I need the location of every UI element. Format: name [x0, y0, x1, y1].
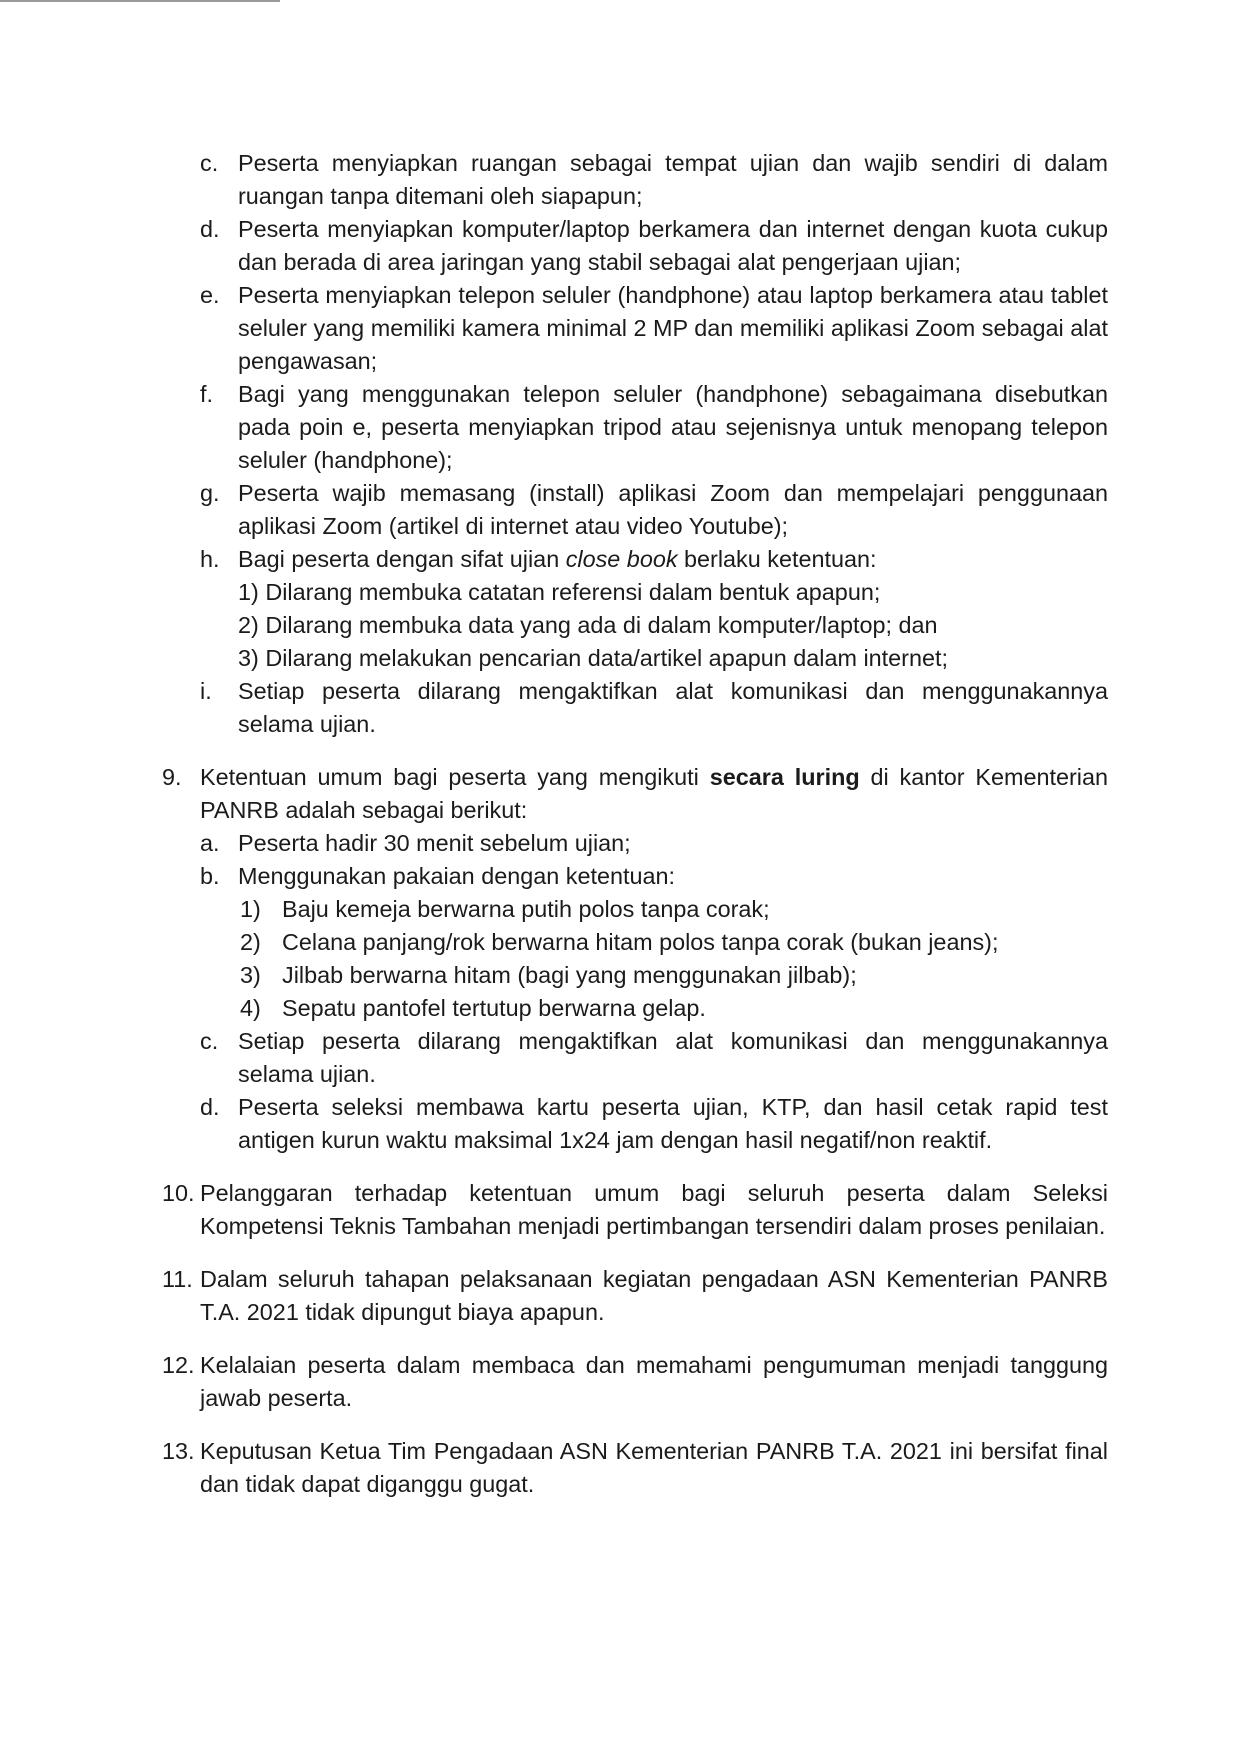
item-text: Dalam seluruh tahapan pelaksanaan kegiatan pengadaan ASN Kementerian PANRB T.A. 2021 tidak dipungut biaya apapun. [200, 1266, 1108, 1325]
list-item-9d [200, 1091, 1108, 1157]
sub-marker: 2) [240, 929, 261, 955]
list-item-g [200, 477, 1108, 543]
list-marker: h. [200, 546, 220, 572]
list-item-i [200, 675, 1108, 741]
list-item-h [200, 543, 1108, 576]
list-item-d [200, 213, 1108, 279]
list-item-9b [200, 860, 1108, 893]
list-text: Peserta menyiapkan komputer/laptop berkamera dan internet dengan kuota cukup dan berada di area jaringan yang stabil sebagai alat pengerjaan ujian; [238, 216, 1108, 275]
sub-text: Celana panjang/rok berwarna hitam polos tanpa corak (bukan jeans); [282, 929, 999, 955]
sub-item-9b-2 [240, 926, 1108, 959]
list-text: Peserta menyiapkan telepon seluler (handphone) atau laptop berkamera atau tablet seluler yang memiliki kamera minimal 2 MP dan memiliki aplikasi Zoom sebagai alat pengawasan; [238, 282, 1108, 374]
list-text: Peserta menyiapkan ruangan sebagai tempat ujian dan wajib sendiri di dalam ruangan tanpa ditemani oleh siapapun; [238, 150, 1108, 209]
item-text: Ketentuan umum bagi peserta yang mengikuti [200, 764, 710, 790]
list-marker: i. [200, 678, 212, 704]
list-text: Setiap peserta dilarang mengaktifkan alat komunikasi dan menggunakannya selama ujian. [238, 678, 1108, 737]
sub-marker: 2) [238, 612, 259, 638]
sub-marker: 3) [238, 645, 259, 671]
sub-text: Dilarang membuka catatan referensi dalam bentuk apapun; [265, 579, 881, 605]
list-text: Peserta seleksi membawa kartu peserta ujian, KTP, dan hasil cetak rapid test antigen kurun waktu maksimal 1x24 jam dengan hasil negatif/non reaktif. [238, 1094, 1108, 1153]
sub-item-9b-1 [240, 893, 1108, 926]
italic-term: close book [565, 546, 678, 572]
sub-item-h-1 [238, 576, 1108, 609]
list-item-9a [200, 827, 1108, 860]
numbered-item-10 [162, 1177, 1108, 1243]
list-marker: a. [200, 830, 220, 856]
bold-term: secara luring [709, 764, 860, 790]
item-text: Kelalaian peserta dalam membaca dan memahami pengumuman menjadi tanggung jawab peserta. [200, 1352, 1108, 1411]
numbered-item-12 [162, 1349, 1108, 1415]
list-text: Setiap peserta dilarang mengaktifkan alat komunikasi dan menggunakannya selama ujian. [238, 1028, 1108, 1087]
sub-text: Dilarang melakukan pencarian data/artikel apapun dalam internet; [265, 645, 948, 671]
list-marker: c. [200, 150, 219, 176]
list-marker: d. [200, 216, 220, 242]
list-text: Menggunakan pakaian dengan ketentuan: [238, 863, 675, 889]
list-item-c [200, 147, 1108, 213]
item-text-after: di kantor Kementerian PANRB adalah sebagai berikut: [200, 764, 1109, 823]
list-text: Peserta hadir 30 menit sebelum ujian; [238, 830, 631, 856]
item-text: Pelanggaran terhadap ketentuan umum bagi seluruh peserta dalam Seleksi Kompetensi Teknis Tambahan menjadi pertimbangan tersendiri dalam proses penilaian. [200, 1180, 1108, 1239]
list-marker: e. [200, 282, 220, 308]
sub-item-9b-3 [240, 959, 1108, 992]
list-item-f [200, 378, 1108, 477]
list-text: Peserta wajib memasang (install) aplikasi Zoom dan mempelajari penggunaan aplikasi Zoom (artikel di internet atau video Youtube); [238, 480, 1108, 539]
number-marker: 11. [162, 1266, 193, 1292]
list-marker: d. [200, 1094, 220, 1120]
sub-marker: 3) [240, 962, 261, 988]
number-marker: 10. [162, 1180, 195, 1206]
sub-item-9b-4 [240, 992, 1108, 1025]
number-marker: 9. [162, 764, 182, 790]
list-text-after: berlaku ketentuan: [677, 546, 877, 572]
number-marker: 13. [162, 1438, 195, 1464]
sub-marker: 1) [238, 579, 259, 605]
sub-text: Baju kemeja berwarna putih polos tanpa corak; [282, 896, 770, 922]
numbered-item-9 [162, 761, 1109, 827]
list-text: Bagi yang menggunakan telepon seluler (handphone) sebagaimana disebutkan pada poin e, peserta menyiapkan tripod atau sejenisnya untuk menopang telepon seluler (handphone); [238, 381, 1108, 473]
sub-text: Dilarang membuka data yang ada di dalam komputer/laptop; dan [265, 612, 938, 638]
sub-text: Jilbab berwarna hitam (bagi yang menggunakan jilbab); [282, 962, 857, 988]
sub-text: Sepatu pantofel tertutup berwarna gelap. [282, 995, 706, 1021]
number-marker: 12. [162, 1352, 195, 1378]
document-page [0, 147, 1240, 1501]
sub-item-h-2 [238, 609, 1108, 642]
list-item-e [200, 279, 1108, 378]
numbered-item-13 [162, 1435, 1108, 1501]
sub-marker: 1) [240, 896, 261, 922]
list-marker: b. [200, 863, 220, 889]
list-marker: f. [200, 381, 213, 407]
item-text: Keputusan Ketua Tim Pengadaan ASN Kementerian PANRB T.A. 2021 ini bersifat final dan tidak dapat diganggu gugat. [200, 1438, 1108, 1497]
scan-edge-line [0, 0, 280, 2]
list-marker: c. [200, 1028, 219, 1054]
sub-item-h-3 [238, 642, 1108, 675]
list-marker: g. [200, 480, 220, 506]
list-item-9c [200, 1025, 1108, 1091]
list-text: Bagi peserta dengan sifat ujian [238, 546, 566, 572]
sub-marker: 4) [240, 995, 261, 1021]
numbered-item-11 [162, 1263, 1108, 1329]
